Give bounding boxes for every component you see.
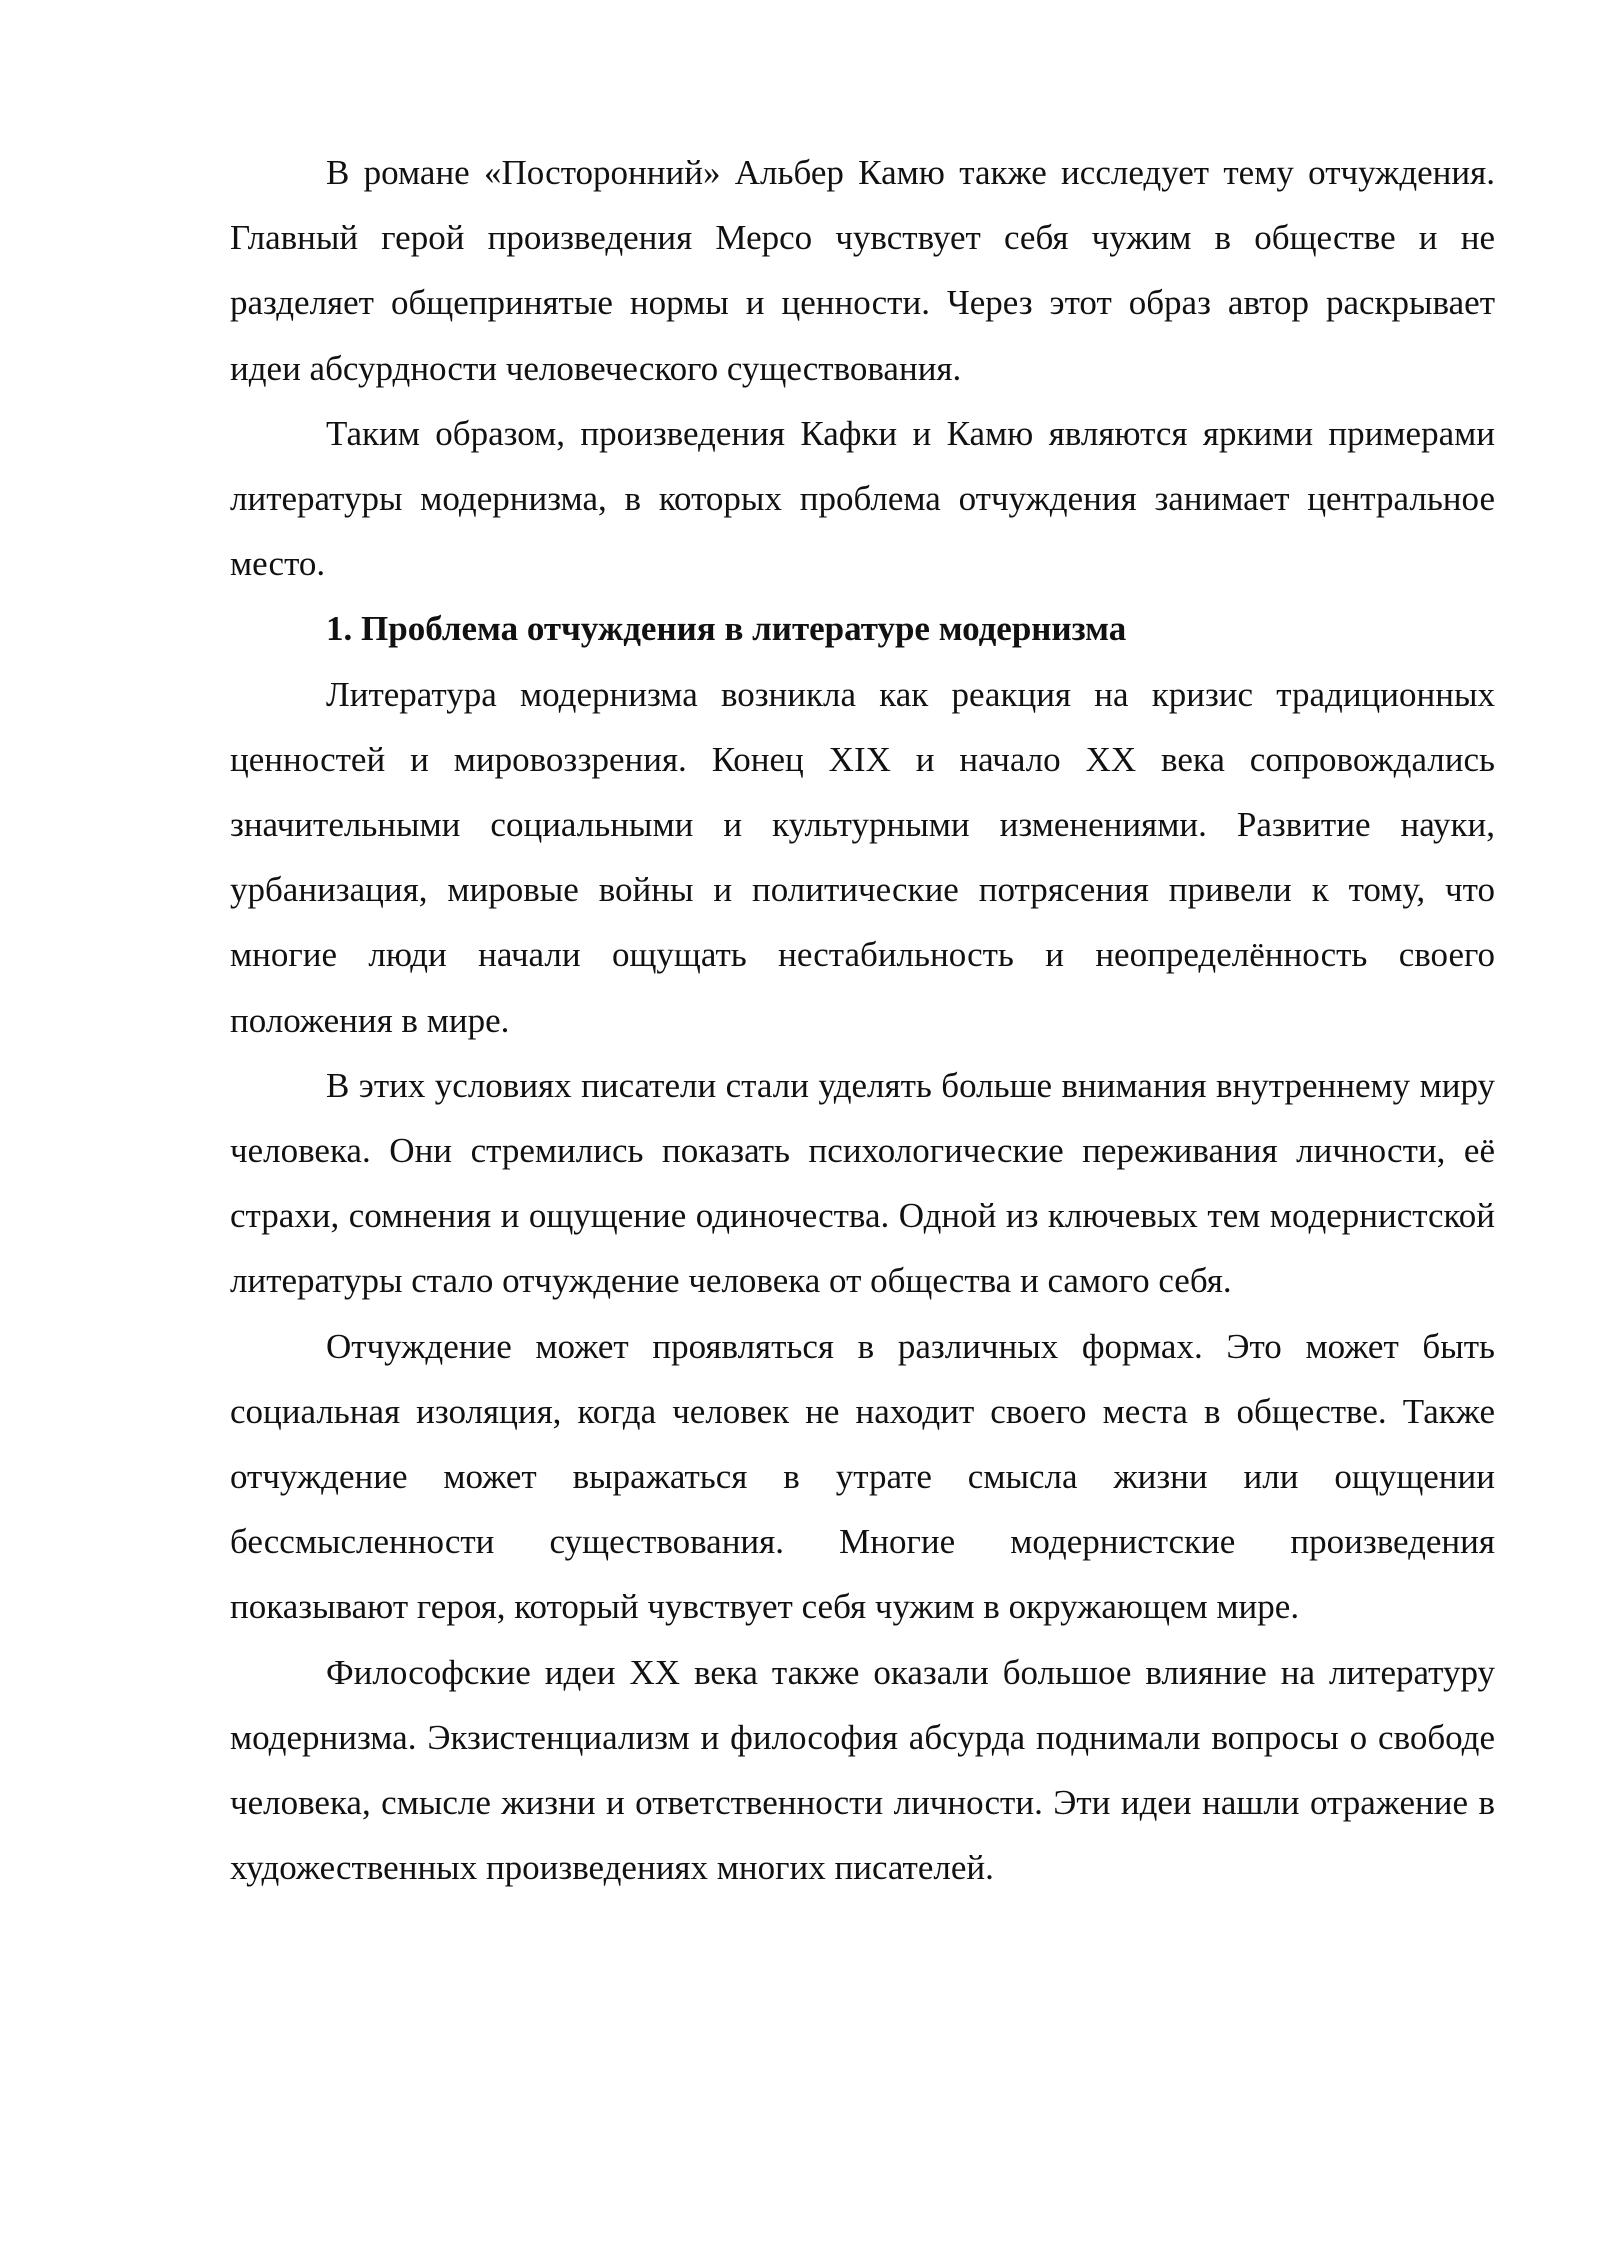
section-heading: 1. Проблема отчуждения в литературе модернизма	[326, 609, 1127, 649]
paragraph-forms-of-alienation: Отчуждение может проявляться в различных формах. Это может быть социальная изоляция, когда человек не находит своего места в обществе. Также отчуждение может выражаться в утрате смысла жизни или ощущении бессмысленности существования. Многие модернистские произведения показывают героя, который чувствует себя чужим в окружающем мире.	[230, 1326, 1495, 1627]
paragraph-modernism-origins: Литература модернизма возникла как реакция на кризис традиционных ценностей и мировоззрения. Конец XIX и начало XX века сопровождались значительными социальными и культурными изменениями. Развитие науки, урбанизация, мировые войны и политические потрясения привели к тому, что многие люди начали ощущать нестабильность и неопределённость своего положения в мире.	[230, 674, 1495, 1040]
paragraph-inner-world: В этих условиях писатели стали уделять больше внимания внутреннему миру человека. Они стремились показать психологические переживания личности, её страхи, сомнения и ощущение одиночества. Одной из ключевых тем модернистской литературы стало отчуждение человека от общества и самого себя.	[230, 1065, 1495, 1301]
paragraph-kafka-camus-summary: Таким образом, произведения Кафки и Камю являются яркими примерами литературы модернизма, в которых проблема отчуждения занимает центральное место.	[230, 413, 1495, 584]
document-body	[230, 140, 1495, 1900]
paragraph-philosophical-ideas: Философские идеи XX века также оказали большое влияние на литературу модернизма. Экзистенциализм и философия абсурда поднимали вопросы о свободе человека, смысле жизни и ответственности личности. Эти идеи нашли отражение в художественных произведениях многих писателей.	[230, 1652, 1495, 1888]
paragraph-camus-stranger: В романе «Посторонний» Альбер Камю также исследует тему отчуждения. Главный герой произведения Мерсо чувствует себя чужим в обществе и не разделяет общепринятые нормы и ценности. Через этот образ автор раскрывает идеи абсурдности человеческого существования.	[230, 153, 1495, 388]
